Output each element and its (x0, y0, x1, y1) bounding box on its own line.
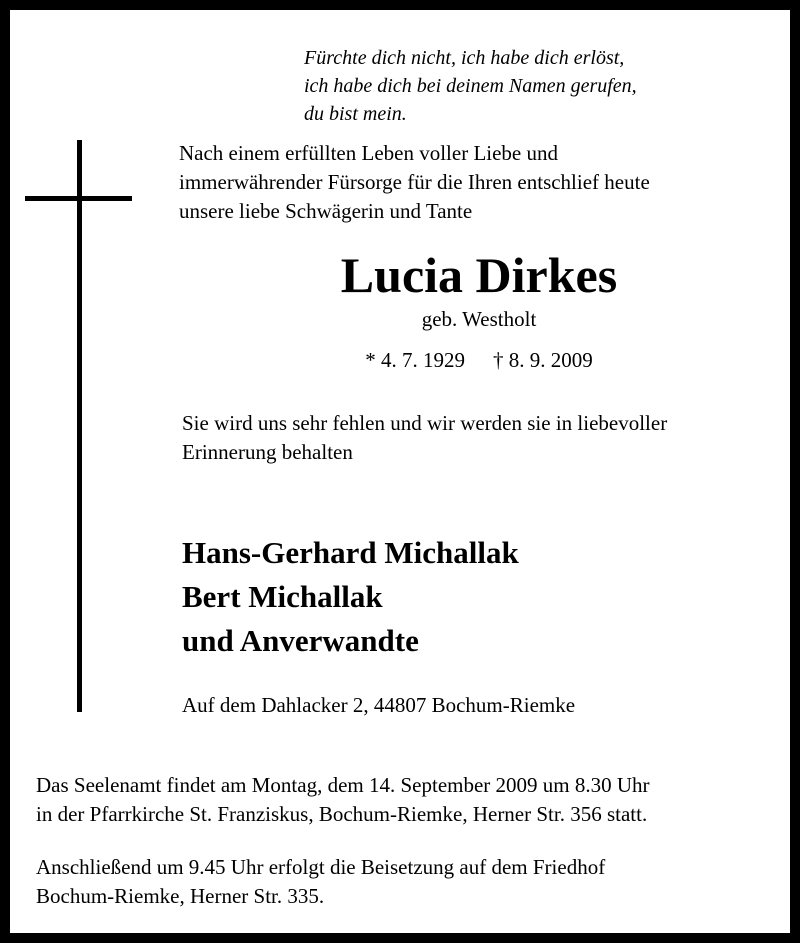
mourner-name: Bert Michallak (182, 579, 383, 614)
cross-vertical-bar (77, 140, 82, 712)
intro-line: immerwährender Fürsorge für die Ihren entschlief heute (179, 170, 650, 194)
intro-line: unsere liebe Schwägerin und Tante (179, 199, 473, 223)
service-line: Das Seelenamt findet am Montag, dem 14. September 2009 um 8.30 Uhr (36, 773, 650, 797)
service-line: in der Pfarrkirche St. Franziskus, Bochum-Riemke, Herner Str. 356 statt. (36, 802, 648, 826)
burial-line: Bochum-Riemke, Herner Str. 335. (36, 884, 325, 908)
bible-verse-line: ich habe dich bei deinem Namen gerufen, (304, 75, 637, 97)
remembrance-line: Sie wird uns sehr fehlen und wir werden sie in liebevoller (182, 411, 668, 435)
mourners-list (182, 531, 519, 663)
life-dates (179, 345, 779, 375)
bible-verse (304, 44, 637, 128)
mourner-name: Hans-Gerhard Michallak (182, 535, 519, 570)
service-notice (36, 771, 650, 829)
burial-notice (36, 853, 605, 911)
deceased-name: Lucia Dirkes (340, 247, 618, 303)
burial-line: Anschließend um 9.45 Uhr erfolgt die Beisetzung auf dem Friedhof (36, 855, 606, 879)
intro-text (179, 139, 650, 226)
bible-verse-line: Fürchte dich nicht, ich habe dich erlöst, (304, 47, 625, 69)
cross-horizontal-bar (25, 196, 132, 201)
birth-date: * 4. 7. 1929 (365, 348, 465, 372)
mourner-name: und Anverwandte (182, 623, 419, 658)
death-date: † 8. 9. 2009 (493, 348, 593, 372)
remembrance-line: Erinnerung behalten (182, 440, 353, 464)
maiden-name: geb. Westholt (421, 307, 537, 331)
remembrance-text (182, 409, 667, 467)
family-address: Auf dem Dahlacker 2, 44807 Bochum-Riemke (182, 693, 576, 717)
intro-line: Nach einem erfüllten Leben voller Liebe und (179, 141, 559, 165)
bible-verse-line: du bist mein. (304, 103, 407, 125)
